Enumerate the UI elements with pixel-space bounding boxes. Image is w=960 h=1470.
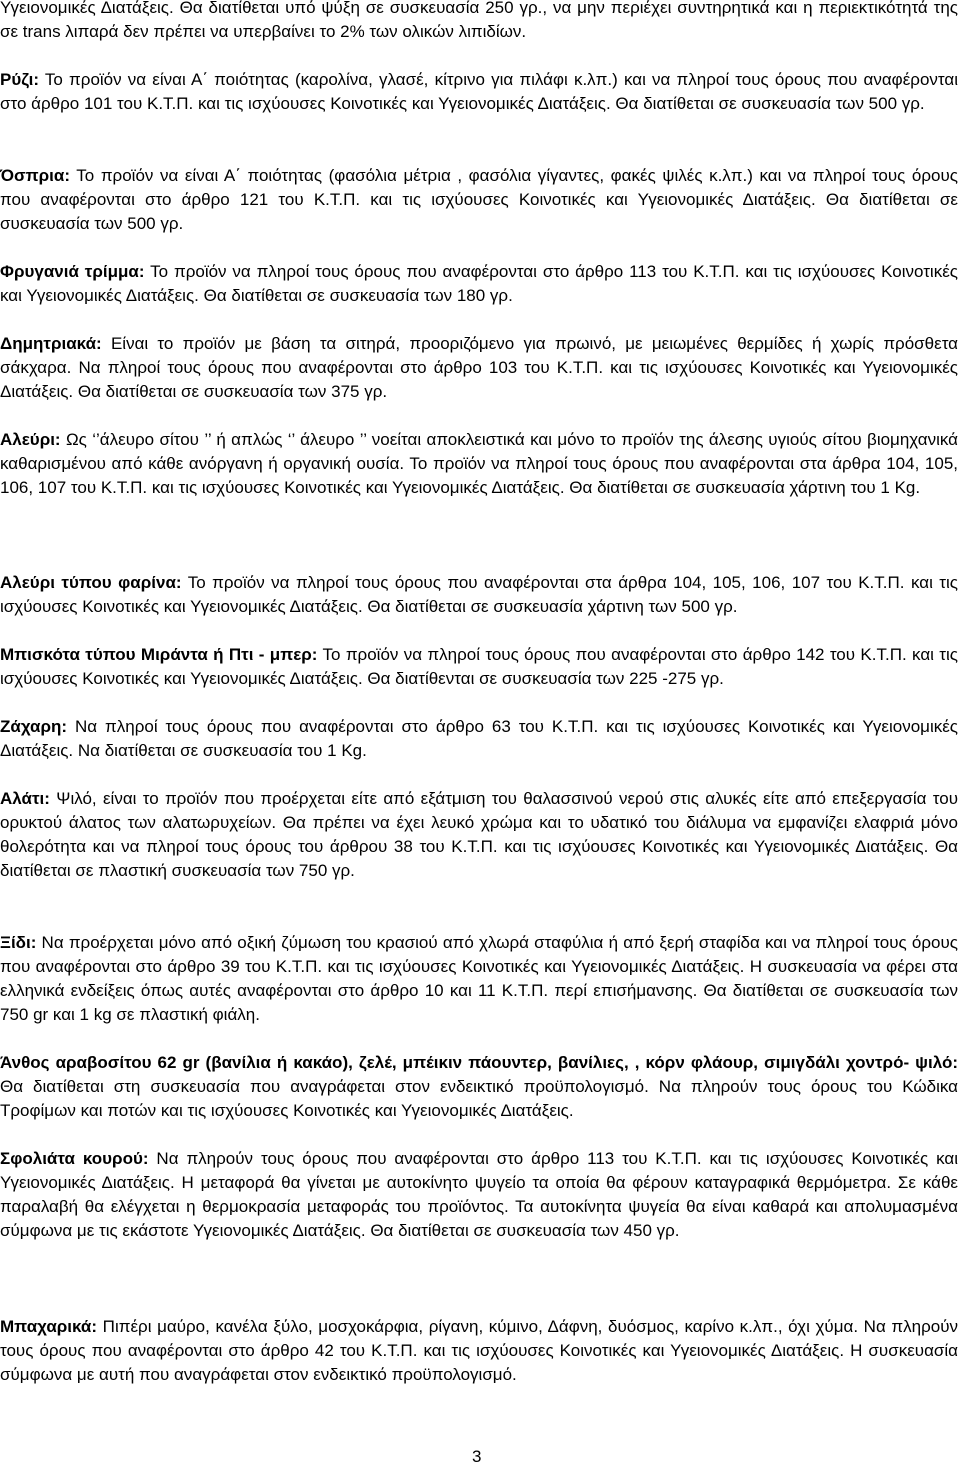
paragraph-text: Να πληροί τους όρους που αναφέρονται στο άρθρο 63 του Κ.Τ.Π. και τις ισχύουσες Κοινοτικές και Υγειονομικές Διατάξεις. Να διατίθεται σε συσκευασία του 1 Kg. bbox=[0, 717, 958, 760]
paragraph-heading: Αλάτι: bbox=[0, 789, 50, 808]
paragraph-biscuits bbox=[0, 643, 958, 691]
paragraph-corn-starch bbox=[0, 1051, 958, 1123]
paragraph-heading: Μπαχαρικά: bbox=[0, 1317, 98, 1336]
paragraph-rice bbox=[0, 68, 958, 116]
paragraph-text: Υγειονομικές Διατάξεις. Θα διατίθεται υπό ψύξη σε συσκευασία 250 γρ., να μην περιέχει συντηρητικά και η περιεκτικότητά της σε trans λιπαρά δεν πρέπει να υπερβαίνει το 2% των ολικών λιπιδίων. bbox=[0, 0, 958, 41]
paragraph-cereals bbox=[0, 332, 958, 404]
paragraph-breadcrumbs bbox=[0, 260, 958, 308]
paragraph-heading: Δημητριακά: bbox=[0, 334, 102, 353]
paragraph-text: Ως ‘’άλευρο σίτου ’’ ή απλώς ‘’ άλευρο ’’ νοείται αποκλειστικά και μόνο το προϊόν της άλεσης υγιούς σίτου βιομηχανικά καθαρισμένου από κάθε ανόργανη ή οργανική ουσία. Το προϊόν να πληροί τους όρους που αναφέρονται στα άρθρα 104, 105, 106, 107 του Κ.Τ.Π. και τις ισχύουσες Κοινοτικές και Υγειονομικές Διατάξεις. Θα διατίθεται σε συσκευασία χάρτινη του 1 Kg. bbox=[0, 430, 958, 497]
paragraph-heading: Αλεύρι: bbox=[0, 430, 61, 449]
paragraph-text: Το προϊόν να πληροί τους όρους που αναφέρονται στο άρθρο 113 του Κ.Τ.Π. και τις ισχύουσες Κοινοτικές και Υγειονομικές Διατάξεις. Θα διατίθεται σε συσκευασία των 180 γρ. bbox=[0, 262, 958, 305]
paragraph-heading: Φρυγανιά τρίμμα: bbox=[0, 262, 145, 281]
paragraph-text: Το προϊόν να είναι Α΄ ποιότητας (καρολίνα, γλασέ, κίτρινο για πιλάφι κ.λπ.) και να πληροί τους όρους που αναφέρονται στο άρθρο 101 του Κ.Τ.Π. και τις ισχύουσες Κοινοτικές και Υγειονομικές Διατάξεις. Θα διατίθεται σε συσκευασία των 500 γρ. bbox=[0, 70, 958, 113]
paragraph-text: Είναι το προϊόν με βάση τα σιτηρά, προοριζόμενο για πρωινό, με μειωμένες θερμίδες ή χωρίς πρόσθετα σάκχαρα. Να πληροί τους όρους που αναφέρονται στο άρθρο 103 του Κ.Τ.Π. και τις ισχύουσες Κοινοτικές και Υγειονομικές Διατάξεις. Θα διατίθεται σε συσκευασία των 375 γρ. bbox=[0, 334, 958, 401]
paragraph-heading: Μπισκότα τύπου Μιράντα ή Πτι - μπερ: bbox=[0, 645, 318, 664]
paragraph-heading: Ζάχαρη: bbox=[0, 717, 68, 736]
paragraph-spices bbox=[0, 1315, 958, 1387]
paragraph-intro bbox=[0, 0, 958, 44]
paragraph-text: Το προϊόν να πληροί τους όρους που αναφέρονται στα άρθρα 104, 105, 106, 107 του Κ.Τ.Π. και τις ισχύουσες Κοινοτικές και Υγειονομικές Διατάξεις. Θα διατίθεται σε συσκευασία χάρτινη των 500 γρ. bbox=[0, 573, 958, 616]
paragraph-vinegar bbox=[0, 931, 958, 1027]
paragraph-text: Να πληρούν τους όρους που αναφέρονται στο άρθρο 113 του Κ.Τ.Π. και τις ισχύουσες Κοινοτικές και Υγειονομικές Διατάξεις. Η μεταφορά θα γίνεται με αυτοκίνητο ψυγείο τα οποία θα φέρουν καταγραφικά θερμόμετρα. Σε κάθε παραλαβή θα ελέγχεται η θερμοκρασία μεταφοράς του προϊόντος. Τα αυτοκίνητα ψυγεία θα είναι καθαρά και απολυμασμένα σύμφωνα με τις εκάστοτε Υγειονομικές Διατάξεις. Θα διατίθεται σε συσκευασία των 450 γρ. bbox=[0, 1149, 958, 1240]
paragraph-sugar bbox=[0, 715, 958, 763]
paragraph-heading: Όσπρια: bbox=[0, 166, 71, 185]
paragraph-heading: Σφολιάτα κουρού: bbox=[0, 1149, 149, 1168]
paragraph-legumes bbox=[0, 164, 958, 236]
page-number: 3 bbox=[472, 1447, 482, 1466]
paragraph-text: Να προέρχεται μόνο από οξική ζύμωση του κρασιού από χλωρά σταφύλια ή από ξερή σταφίδα και να πληροί τους όρους που αναφέρονται στο άρθρο 39 του Κ.Τ.Π. και τις ισχύουσες Κοινοτικές και Υγειονομικές Διατάξεις. Η συσκευασία να φέρει στα ελληνικά ενδείξεις όπως αυτές αναφέρονται στο άρθρο 10 και 11 Κ.Τ.Π. περί επισήμανσης. Θα διατίθεται σε συσκευασία των 750 gr και 1 kg σε πλαστική φιάλη. bbox=[0, 933, 958, 1024]
paragraph-heading: Ρύζι: bbox=[0, 70, 40, 89]
paragraph-text: Πιπέρι μαύρο, κανέλα ξύλο, μοσχοκάρφια, ρίγανη, κύμινο, Δάφνη, δυόσμος, καρίνο κ.λπ., όχι χύμα. Να πληρούν τους όρους που αναφέρονται στο άρθρο 42 του Κ.Τ.Π. και τις ισχύουσες Κοινοτικές και Υγειονομικές Διατάξεις. Η συσκευασία σύμφωνα με αυτή που αναγράφεται στον ενδεικτικό προϋπολογισμό. bbox=[0, 1317, 958, 1384]
paragraph-puff-pastry bbox=[0, 1147, 958, 1243]
paragraph-flour bbox=[0, 428, 958, 500]
paragraph-text: Το προϊόν να πληροί τους όρους που αναφέρονται στο άρθρο 142 του Κ.Τ.Π. και τις ισχύουσες Κοινοτικές και Υγειονομικές Διατάξεις. Θα διατίθενται σε συσκευασία των 225 -275 γρ. bbox=[0, 645, 958, 688]
paragraph-text: Ψιλό, είναι το προϊόν που προέρχεται είτε από εξάτμιση του θαλασσινού νερού στις αλυκές είτε από επεξεργασία του ορυκτού άλατος των αλατωρυχείων. Θα πρέπει να έχει λευκό χρώμα και το υδατικό του διάλυμα να εμφανίζει ελαφριά μόνο θολερότητα και να πληροί τους όρους του άρθρου 38 του Κ.Τ.Π. και τις ισχύουσες Κοινοτικές και Υγειονομικές Διατάξεις. Θα διατίθεται σε πλαστική συσκευασία των 750 γρ. bbox=[0, 789, 958, 880]
paragraph-salt bbox=[0, 787, 958, 883]
paragraph-heading: Άνθος αραβοσίτου 62 gr (βανίλια ή κακάο), ζελέ, μπέικιν πάουντερ, βανίλιες, , κόρν φλάουρ, σιμιγδάλι χοντρό- ψιλό: bbox=[0, 1053, 958, 1072]
paragraph-farina-flour bbox=[0, 571, 958, 619]
paragraph-heading: Ξίδι: bbox=[0, 933, 37, 952]
paragraph-heading: Αλεύρι τύπου φαρίνα: bbox=[0, 573, 182, 592]
paragraph-text: Θα διατίθεται στη συσκευασία που αναγράφεται στον ενδεικτικό προϋπολογισμό. Να πληρούν τους όρους του Κώδικα Τροφίμων και ποτών και τις ισχύουσες Κοινοτικές και Υγειονομικές Διατάξεις. bbox=[0, 1077, 958, 1120]
paragraph-text: Το προϊόν να είναι Α΄ ποιότητας (φασόλια μέτρια , φασόλια γίγαντες, φακές ψιλές κ.λπ.) και να πληροί τους όρους που αναφέρονται στο άρθρο 121 του Κ.Τ.Π. και τις ισχύουσες Κοινοτικές και Υγειονομικές Διατάξεις. Θα διατίθεται σε συσκευασία των 500 γρ. bbox=[0, 166, 958, 233]
